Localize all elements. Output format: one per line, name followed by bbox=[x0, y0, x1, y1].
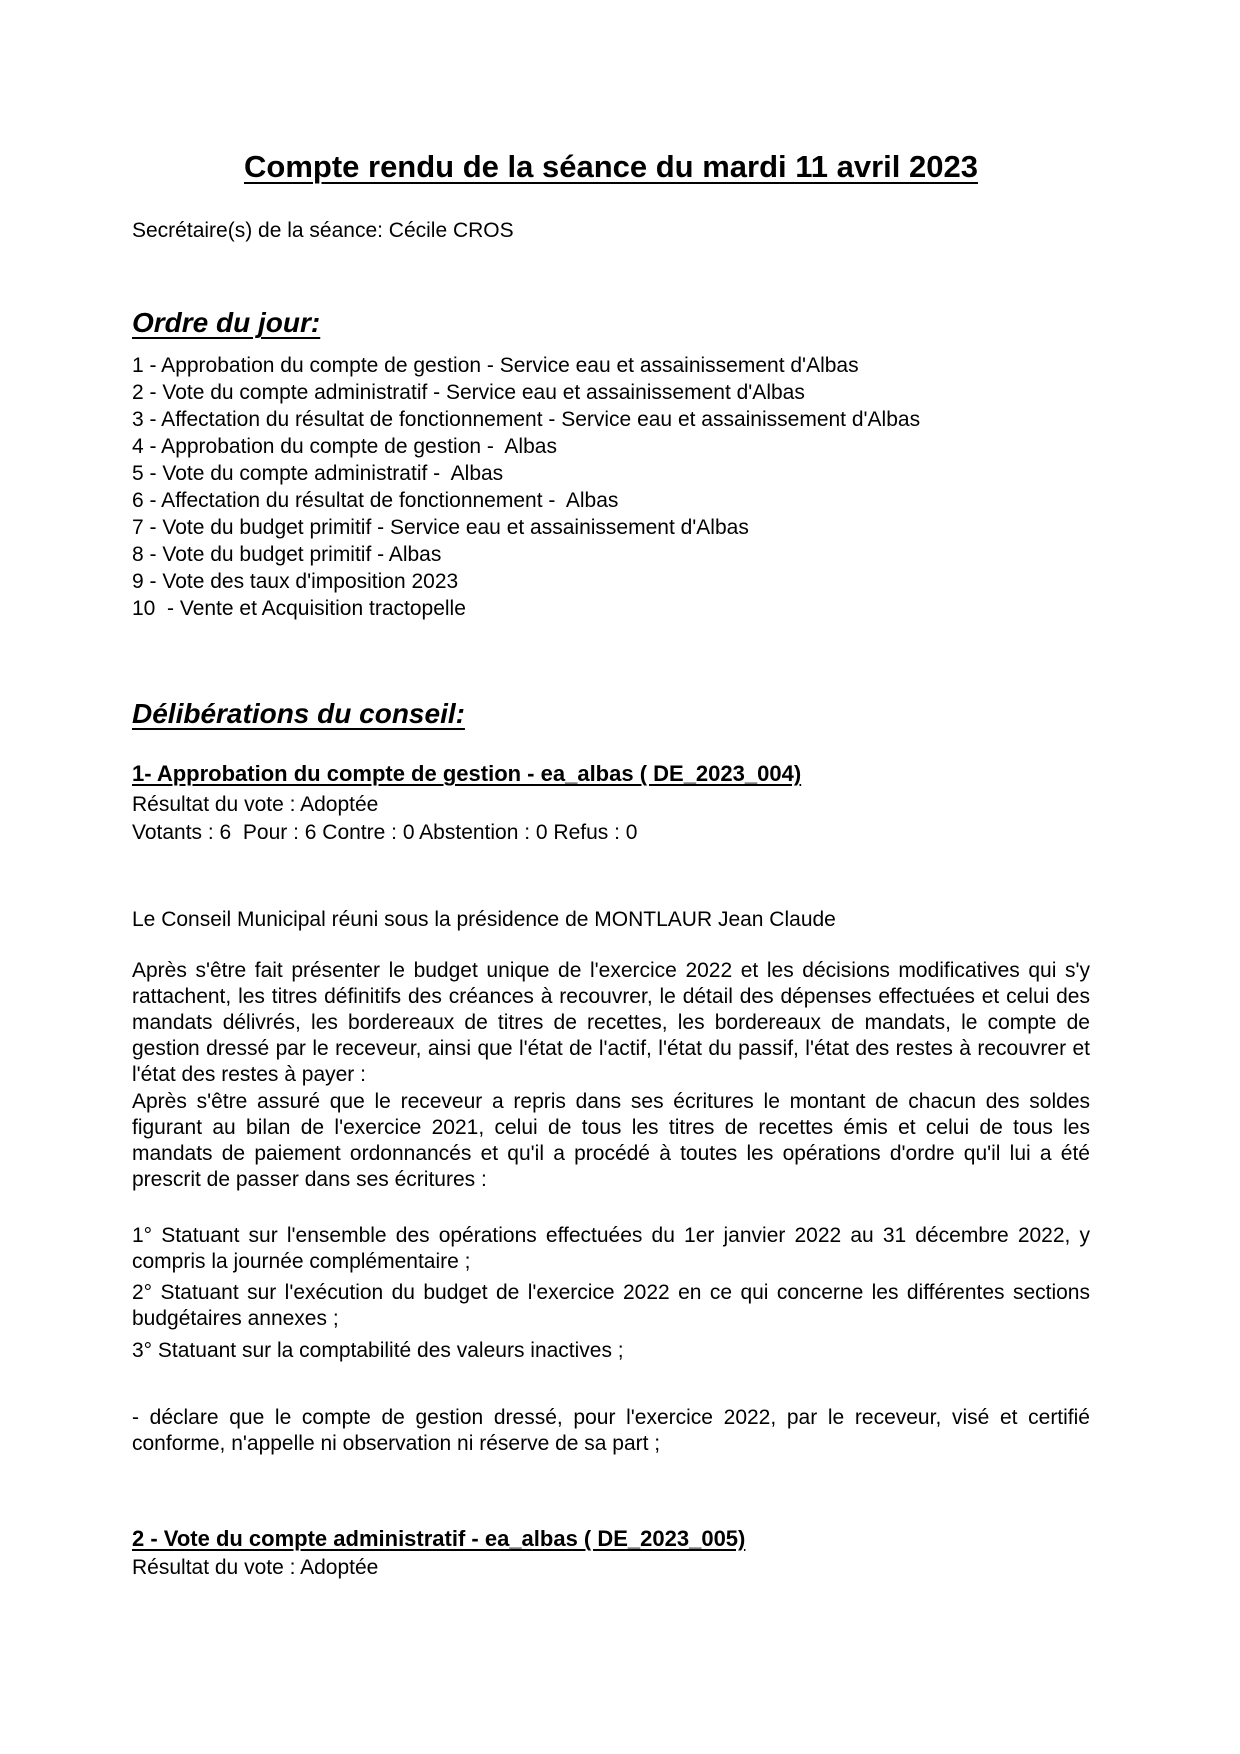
deliberation-1-paragraph-1: Après s'être fait présenter le budget unique de l'exercice 2022 et les décisions modificatives qui s'y rattachent, les titres définitifs des créances à recouvrer, le détail des dépenses effectuées et celui des mandats délivrés, les bordereaux de titres de recettes, les bordereaux de mandats, le compte de gestion dressé par le receveur, ainsi que l'état de l'actif, l'état du passif, l'état des restes à recouvrer et l'état des restes à payer : bbox=[132, 959, 1090, 1086]
agenda-item-3: 3 - Affectation du résultat de fonctionnement - Service eau et assainissement d'Albas bbox=[132, 408, 921, 431]
agenda-item-6: 6 - Affectation du résultat de fonctionnement - Albas bbox=[132, 489, 619, 512]
agenda-item-1: 1 - Approbation du compte de gestion - Service eau et assainissement d'Albas bbox=[132, 354, 859, 377]
agenda-item-8: 8 - Vote du budget primitif - Albas bbox=[132, 543, 442, 566]
deliberation-1-vote-counts: Votants : 6 Pour : 6 Contre : 0 Abstention : 0 Refus : 0 bbox=[132, 821, 638, 844]
statuant-item-2: 2° Statuant sur l'exécution du budget de l'exercice 2022 en ce qui concerne les différentes sections budgétaires annexes ; bbox=[132, 1281, 1090, 1330]
deliberation-1-heading: 1- Approbation du compte de gestion - ea_albas ( DE_2023_004) bbox=[132, 761, 802, 786]
agenda-list bbox=[132, 352, 1090, 622]
statuant-item-1: 1° Statuant sur l'ensemble des opérations effectuées du 1er janvier 2022 au 31 décembre 2022, y compris la journée complémentaire ; bbox=[132, 1224, 1090, 1273]
agenda-heading: Ordre du jour: bbox=[132, 307, 321, 338]
deliberation-1-paragraph-2: Après s'être assuré que le receveur a repris dans ses écritures le montant de chacun des soldes figurant au bilan de l'exercice 2021, celui de tous les titres de recettes émis et celui de tous les mandats de paiement ordonnancés et qu'il a procédé à toutes les opérations d'ordre qu'il lui a été prescrit de passer dans ses écritures : bbox=[132, 1090, 1090, 1191]
agenda-item-4: 4 - Approbation du compte de gestion - Albas bbox=[132, 435, 557, 458]
agenda-item-7: 7 - Vote du budget primitif - Service eau et assainissement d'Albas bbox=[132, 516, 749, 539]
deliberations-heading: Délibérations du conseil: bbox=[132, 698, 465, 729]
agenda-item-10: 10 - Vente et Acquisition tractopelle bbox=[132, 597, 466, 620]
page-title: Compte rendu de la séance du mardi 11 avril 2023 bbox=[244, 149, 978, 184]
declaration-paragraph: - déclare que le compte de gestion dressé, pour l'exercice 2022, par le receveur, visé et certifié conforme, n'appelle ni observation ni réserve de sa part ; bbox=[132, 1406, 1090, 1455]
agenda-item-9: 9 - Vote des taux d'imposition 2023 bbox=[132, 570, 459, 593]
secretary-line: Secrétaire(s) de la séance: Cécile CROS bbox=[132, 219, 514, 242]
agenda-item-2: 2 - Vote du compte administratif - Service eau et assainissement d'Albas bbox=[132, 381, 805, 404]
deliberation-1-vote-result: Résultat du vote : Adoptée bbox=[132, 793, 379, 816]
agenda-item-5: 5 - Vote du compte administratif - Albas bbox=[132, 462, 504, 485]
presidence-line: Le Conseil Municipal réuni sous la présidence de MONTLAUR Jean Claude bbox=[132, 908, 836, 931]
statuant-item-3: 3° Statuant sur la comptabilité des valeurs inactives ; bbox=[132, 1339, 624, 1362]
deliberation-2-vote-result: Résultat du vote : Adoptée bbox=[132, 1556, 379, 1579]
deliberation-2-heading: 2 - Vote du compte administratif - ea_albas ( DE_2023_005) bbox=[132, 1526, 746, 1551]
